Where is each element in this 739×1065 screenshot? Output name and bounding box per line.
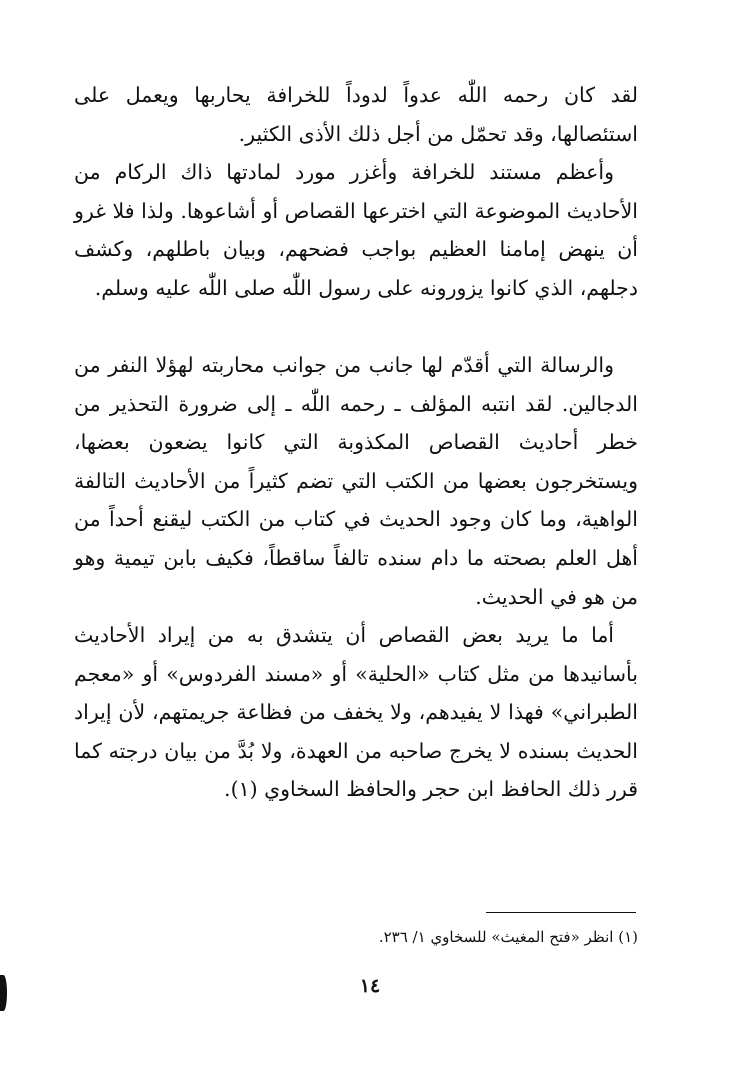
paragraph-4: أما ما يريد بعض القصاص أن يتشدق به من إيراد الأحاديث بأسانيدها من مثل كتاب «الحلية» أو «مسند الفردوس» أو «معجم الطبراني» فهذا لا يفيدهم، ولا يخفف من فظاعة جريمتهم، لأن إيراد الحديث بسنده لا يخرج صاحبه من العهدة، ولا بُدَّ من بيان درجته كما قرر ذلك الحافظ ابن حجر والحافظ السخاوي (١).	[74, 623, 638, 802]
page-number: ١٤	[359, 975, 381, 997]
footnote: (١) انظر «فتح المغيث» للسخاوي ١/ ٢٣٦.	[378, 928, 638, 946]
paragraph-1: لقد كان رحمه اللّٰه عدواً لدوداً للخرافة يحاربها ويعمل على استئصالها، وقد تحمّل من أجل ذلك الأذى الكثير.	[74, 83, 638, 146]
scan-edge-mark	[0, 975, 7, 1011]
paragraph-2: وأعظم مستند للخرافة وأغزر مورد لمادتها ذاك الركام من الأحاديث الموضوعة التي اخترعها القصاص أو أشاعوها. ولذا فلا غرو أن ينهض إمامنا العظيم بواجب فضحهم، وبيان باطلهم، وكشف دجلهم، الذي كانوا يزورونه على رسول اللّٰه صلى اللّٰه عليه وسلم.	[74, 160, 638, 300]
paragraph-3: والرسالة التي أقدّم لها جانب من جوانب محاربته لهؤلا النفر من الدجالين. لقد انتبه المؤلف ـ رحمه اللّٰه ـ إلى ضرورة التحذير من خطر أحاديث القصاص المكذوبة التي كانوا يضعون بعضها، ويستخرجون بعضها من الكتب التي تضم كثيراً من الأحاديث التالفة الواهية، وما كان وجود الحديث في كتاب من الكتب ليقنع أحداً من أهل العلم بصحته ما دام سنده تالفاً ساقطاً، فكيف بابن تيمية وهو من هو في الحديث.	[74, 353, 638, 609]
footnote-separator	[486, 912, 636, 913]
